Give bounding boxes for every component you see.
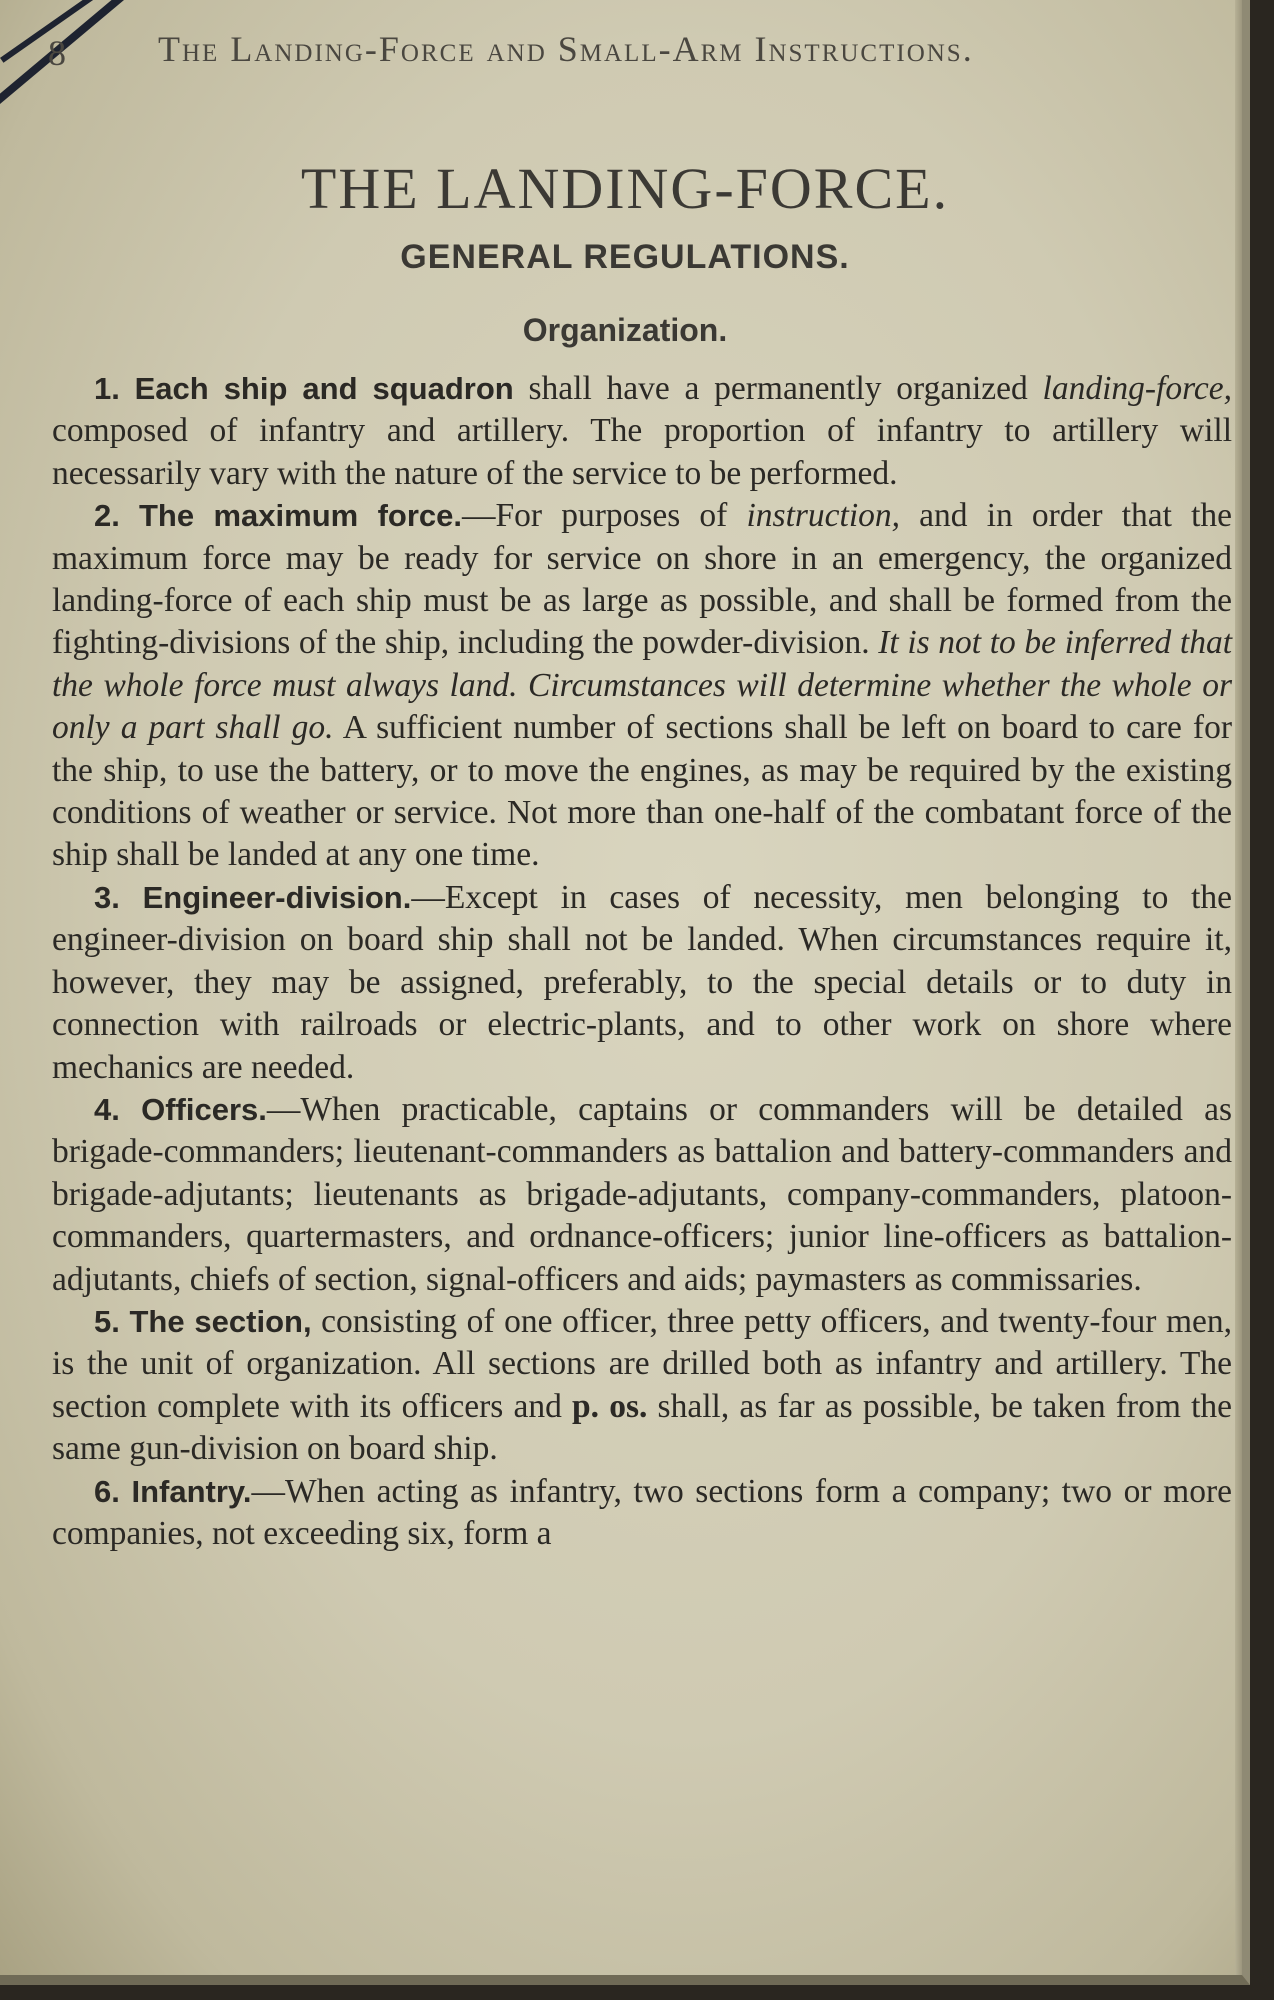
paragraph-text: —When acting as infantry, two sections form a company; two or more companies, not exceeding six, form a xyxy=(52,1472,1233,1552)
paragraph-number: 5. xyxy=(94,1303,120,1339)
page-number: 8 xyxy=(48,33,68,73)
chapter-subtitle: GENERAL REGULATIONS. xyxy=(400,238,850,276)
paragraph-text: shall have a permanently organized xyxy=(513,370,1043,407)
paragraph-lead: Engineer-division. xyxy=(142,879,412,915)
paragraph-text: A sufficient number of sections shall be left on board to care for the ship, to use the battery, or to move the engines, as may be required by the existing conditions of weather or service. Not more than one-half of the combatant force of the ship shall be landed at any one time. xyxy=(52,709,1232,874)
paragraph-text-italic: It is not to be inferred that the whole force must always land. Circumstances will determine whether the whole or only a part shall go. xyxy=(52,624,1232,747)
paragraph-text: consisting of one officer, three petty officers, and twenty-four men, is the unit of organization. All sections are drilled both as infantry and artillery. The section complete with its officers and xyxy=(52,1302,1233,1425)
paragraph-text-italic: instruction, xyxy=(746,497,901,535)
paragraph-text-bold: p. os. xyxy=(572,1387,648,1425)
paragraph-5 xyxy=(52,1301,1232,1471)
paragraph-6 xyxy=(52,1471,1232,1556)
page-edge xyxy=(1235,0,1250,1985)
paragraph-text-italic: landing-force, xyxy=(1042,370,1232,407)
paragraph-lead: Each ship and squadron xyxy=(134,371,514,406)
paragraph-text: and in order that the maximum force may be ready for service on shore in an emergency, the organized landing-force of each ship must be as large as possible, and shall be formed from the fighting-divisions of the ship, including the powder-division. xyxy=(52,497,1233,662)
running-title: The Landing-Force and Small-Arm Instructions. xyxy=(158,29,974,69)
paragraph-text: shall, as far as possible, be taken from the same gun-division on board ship. xyxy=(52,1387,1233,1468)
paragraph-number: 4. xyxy=(94,1091,120,1127)
paragraph-lead: Infantry. xyxy=(131,1473,252,1509)
paragraph-text: composed of infantry and artillery. The proportion of infantry to artillery will necessarily vary with the nature of the service to be performed. xyxy=(52,412,1232,492)
body-text xyxy=(52,368,1232,1555)
paragraph-number: 2. xyxy=(94,498,120,534)
paragraph-lead: The section, xyxy=(129,1303,312,1339)
paragraph-text: —For purposes of xyxy=(462,497,747,535)
paragraph-lead: The maximum force. xyxy=(139,498,463,534)
paragraph-text: —Except in cases of necessity, men belonging to the engineer-division on board ship shall not be landed. When circumstances require it, however, they may be assigned, preferably, to the special details or to duty in connection with railroads or electric-plants, and to other work on shore where mechanics are needed. xyxy=(52,878,1233,1086)
section-heading: Organization. xyxy=(522,312,728,348)
paragraph-lead: Officers. xyxy=(141,1091,267,1127)
paragraph-text: —When practicable, captains or commanders will be detailed as brigade-commanders; lieutenant-commanders as battalion and battery-commanders and brigade-adjutants; lieutenants as brigade-adjutants, company-commanders, platoon-commanders, quartermasters, and ordnance-officers; junior line-officers as battalion-adjutants, chiefs of section, signal-officers and aids; paymasters as commissaries. xyxy=(52,1090,1232,1298)
chapter-title: THE LANDING-FORCE. xyxy=(300,156,950,221)
paragraph-2 xyxy=(52,495,1232,877)
paragraph-3 xyxy=(52,877,1232,1089)
running-head xyxy=(48,28,1208,88)
paragraph-number: 1. xyxy=(94,371,120,406)
paragraph-4 xyxy=(52,1089,1232,1301)
paragraph-number: 6. xyxy=(94,1473,120,1509)
paragraph-number: 3. xyxy=(94,879,120,915)
paragraph-1 xyxy=(52,368,1232,495)
